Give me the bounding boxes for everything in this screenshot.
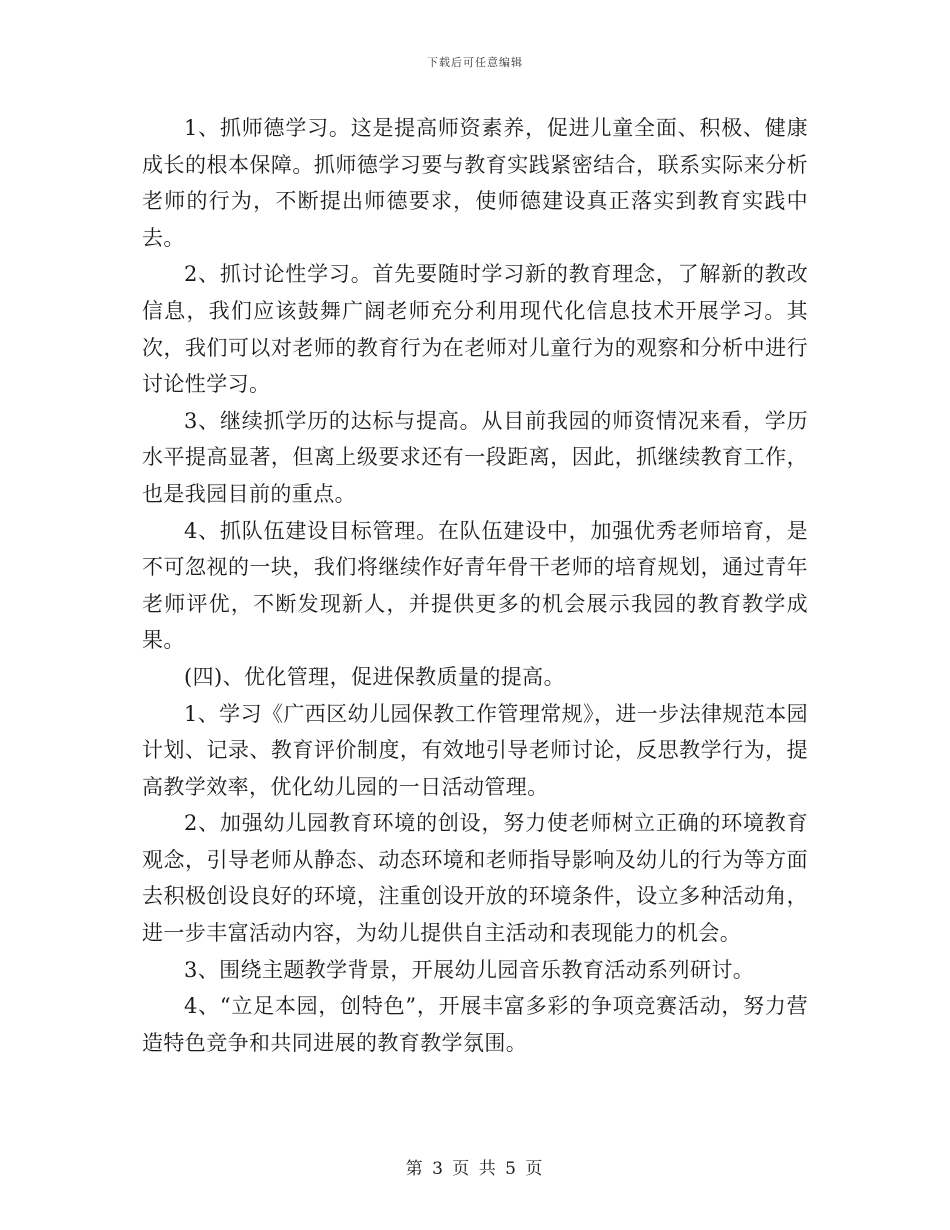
paragraph-6: 2、加强幼儿园教育环境的创设，努力使老师树立正确的环境教育观念，引导老师从静态、动态环境和老师指导影响及幼儿的行为等方面去积极创设良好的环境，注重创设开放的环境条件，设立多种活动角，进一步丰富活动内容，为幼儿提供自主活动和表现能力的机会。 (142, 811, 808, 946)
document-body (142, 110, 808, 1061)
page-header: 下载后可任意编辑 (427, 56, 523, 69)
section-heading: (四)、优化管理，促进保教质量的提高。 (184, 664, 565, 689)
paragraph-3: 3、继续抓学历的达标与提高。从目前我园的师资情况来看，学历水平提高显著，但离上级要求还有一段距离，因此，抓继续教育工作，也是我园目前的重点。 (142, 408, 808, 506)
page-number: 第 3 页 共 5 页 (405, 1159, 545, 1179)
paragraph-1: 1、抓师德学习。这是提高师资素养，促进儿童全面、积极、健康成长的根本保障。抓师德学习要与教育实践紧密结合，联系实际来分析老师的行为，不断提出师德要求，使师德建设真正落实到教育实践中去。 (142, 116, 808, 250)
paragraph-7: 3、围绕主题教学背景，开展幼儿园音乐教育活动系列研讨。 (184, 957, 755, 982)
paragraph-4: 4、抓队伍建设目标管理。在队伍建设中，加强优秀老师培育，是不可忽视的一块，我们将继续作好青年骨干老师的培育规划，通过青年老师评优，不断发现新人，并提供更多的机会展示我园的教育教学成果。 (142, 518, 808, 653)
paragraph-8: 4、“立足本园，创特色”，开展丰富多彩的争项竞赛活动，努力营造特色竞争和共同进展的教育教学氛围。 (142, 994, 808, 1055)
paragraph-2: 2、抓讨论性学习。首先要随时学习新的教育理念，了解新的教改信息，我们应该鼓舞广阔老师充分利用现代化信息技术开展学习。其次，我们可以对老师的教育行为在老师对儿童行为的观察和分析中进行讨论性学习。 (142, 262, 808, 397)
paragraph-5: 1、学习《广西区幼儿园保教工作管理常规》，进一步法律规范本园计划、记录、教育评价制度，有效地引导老师讨论，反思教学行为，提高教学效率，优化幼儿园的一日活动管理。 (142, 701, 808, 799)
